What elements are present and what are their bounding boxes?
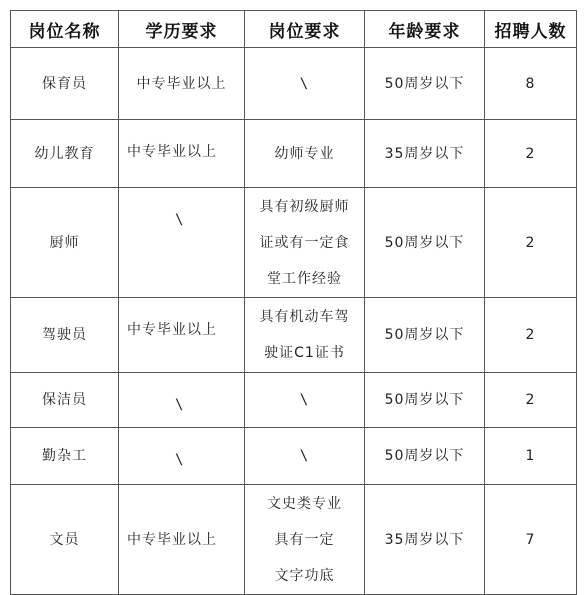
- requirement-cell: \: [245, 373, 365, 428]
- education-cell: \: [119, 188, 245, 298]
- requirement-cell: [245, 188, 365, 298]
- position-name-cell: 文员: [11, 485, 119, 595]
- table-row: [11, 48, 577, 120]
- requirement-line: 文史类专业: [267, 495, 342, 512]
- requirement-cell: 幼师专业: [245, 120, 365, 188]
- headcount-cell: 2: [485, 120, 577, 188]
- headcount-cell: 2: [485, 188, 577, 298]
- header-education: 学历要求: [119, 11, 245, 48]
- headcount-cell: 2: [485, 298, 577, 373]
- requirement-line: 驶证C1证书: [264, 345, 345, 361]
- header-job-requirement: 岗位要求: [245, 11, 365, 48]
- position-name-cell: 保育员: [11, 48, 119, 120]
- headcount-cell: 2: [485, 373, 577, 428]
- age-cell: 50周岁以下: [365, 48, 485, 120]
- header-age: 年龄要求: [365, 11, 485, 48]
- requirement-cell: \: [245, 48, 365, 120]
- age-cell: 50周岁以下: [365, 188, 485, 298]
- age-cell: 35周岁以下: [365, 120, 485, 188]
- position-name-cell: 保洁员: [11, 373, 119, 428]
- headcount-cell: 8: [485, 48, 577, 120]
- table-row: [11, 120, 577, 188]
- position-name-cell: 幼儿教育: [11, 120, 119, 188]
- header-headcount: 招聘人数: [485, 11, 577, 48]
- recruitment-table: [10, 10, 577, 595]
- age-cell: 35周岁以下: [365, 485, 485, 595]
- education-cell: 中专毕业以上: [119, 485, 245, 595]
- education-cell: 中专毕业以上: [119, 48, 245, 120]
- table-row: [11, 485, 577, 595]
- requirement-cell: [245, 298, 365, 373]
- requirement-line: 具有机动车驾: [259, 309, 350, 325]
- education-cell: 中专毕业以上: [119, 120, 245, 188]
- requirement-line: 具有初级厨师: [259, 198, 350, 215]
- table-row: [11, 188, 577, 298]
- header-position-name: 岗位名称: [11, 11, 119, 48]
- table-row: [11, 373, 577, 428]
- headcount-cell: 7: [485, 485, 577, 595]
- table-row: [11, 428, 577, 485]
- headcount-cell: 1: [485, 428, 577, 485]
- position-name-cell: 厨师: [11, 188, 119, 298]
- table-row: [11, 298, 577, 373]
- position-name-cell: 驾驶员: [11, 298, 119, 373]
- age-cell: 50周岁以下: [365, 428, 485, 485]
- position-name-cell: 勤杂工: [11, 428, 119, 485]
- header-row: [11, 11, 577, 48]
- education-cell: 中专毕业以上: [119, 298, 245, 373]
- requirement-line: 具有一定: [274, 531, 335, 548]
- recruitment-table-container: [10, 10, 576, 584]
- requirement-line: 文字功底: [274, 567, 335, 584]
- requirement-line: 证或有一定食: [259, 234, 350, 251]
- requirement-cell: \: [245, 428, 365, 485]
- requirement-line: 堂工作经验: [267, 270, 342, 287]
- age-cell: 50周岁以下: [365, 298, 485, 373]
- requirement-cell: [245, 485, 365, 595]
- education-cell: \: [119, 428, 245, 485]
- age-cell: 50周岁以下: [365, 373, 485, 428]
- education-cell: \: [119, 373, 245, 428]
